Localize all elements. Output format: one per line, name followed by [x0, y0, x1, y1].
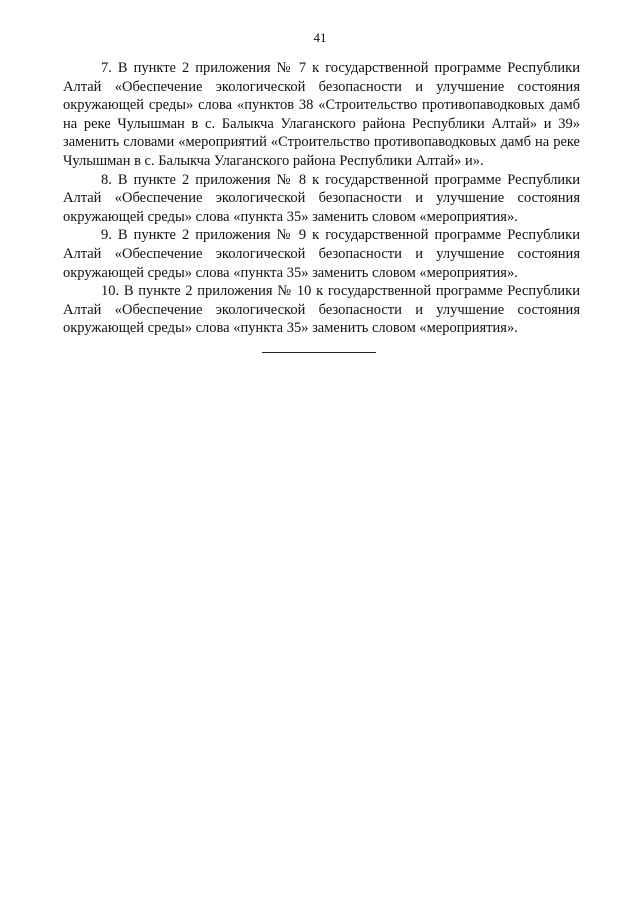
document-body	[63, 59, 580, 338]
paragraph-item-8: 8. В пункте 2 приложения № 8 к государственной программе Республики Алтай «Обеспечение экологической безопасности и улучшение состояния окружающей среды» слова «пункта 35» заменить словом «мероприятия».	[63, 171, 580, 225]
page-number: 41	[313, 30, 327, 45]
end-divider	[262, 352, 376, 353]
paragraph-item-9: 9. В пункте 2 приложения № 9 к государственной программе Республики Алтай «Обеспечение экологической безопасности и улучшение состояния окружающей среды» слова «пункта 35» заменить словом «мероприятия».	[63, 227, 580, 281]
paragraph-item-10: 10. В пункте 2 приложения № 10 к государственной программе Республики Алтай «Обеспечение экологической безопасности и улучшение состояния окружающей среды» слова «пункта 35» заменить словом «мероприятия».	[63, 283, 580, 337]
paragraph-item-7: 7. В пункте 2 приложения № 7 к государственной программе Республики Алтай «Обеспечение экологической безопасности и улучшение состояния окружающей среды» слова «пунктов 38 «Строительство противопаводковых дамб на реке Чулышман в с. Балыкча Улаганского района Республики Алтай» и 39» заменить словами «мероприятий «Строительство противопаводковых дамб на реке Чулышман в с. Балыкча Улаганского района Республики Алтай» и».	[63, 60, 580, 169]
